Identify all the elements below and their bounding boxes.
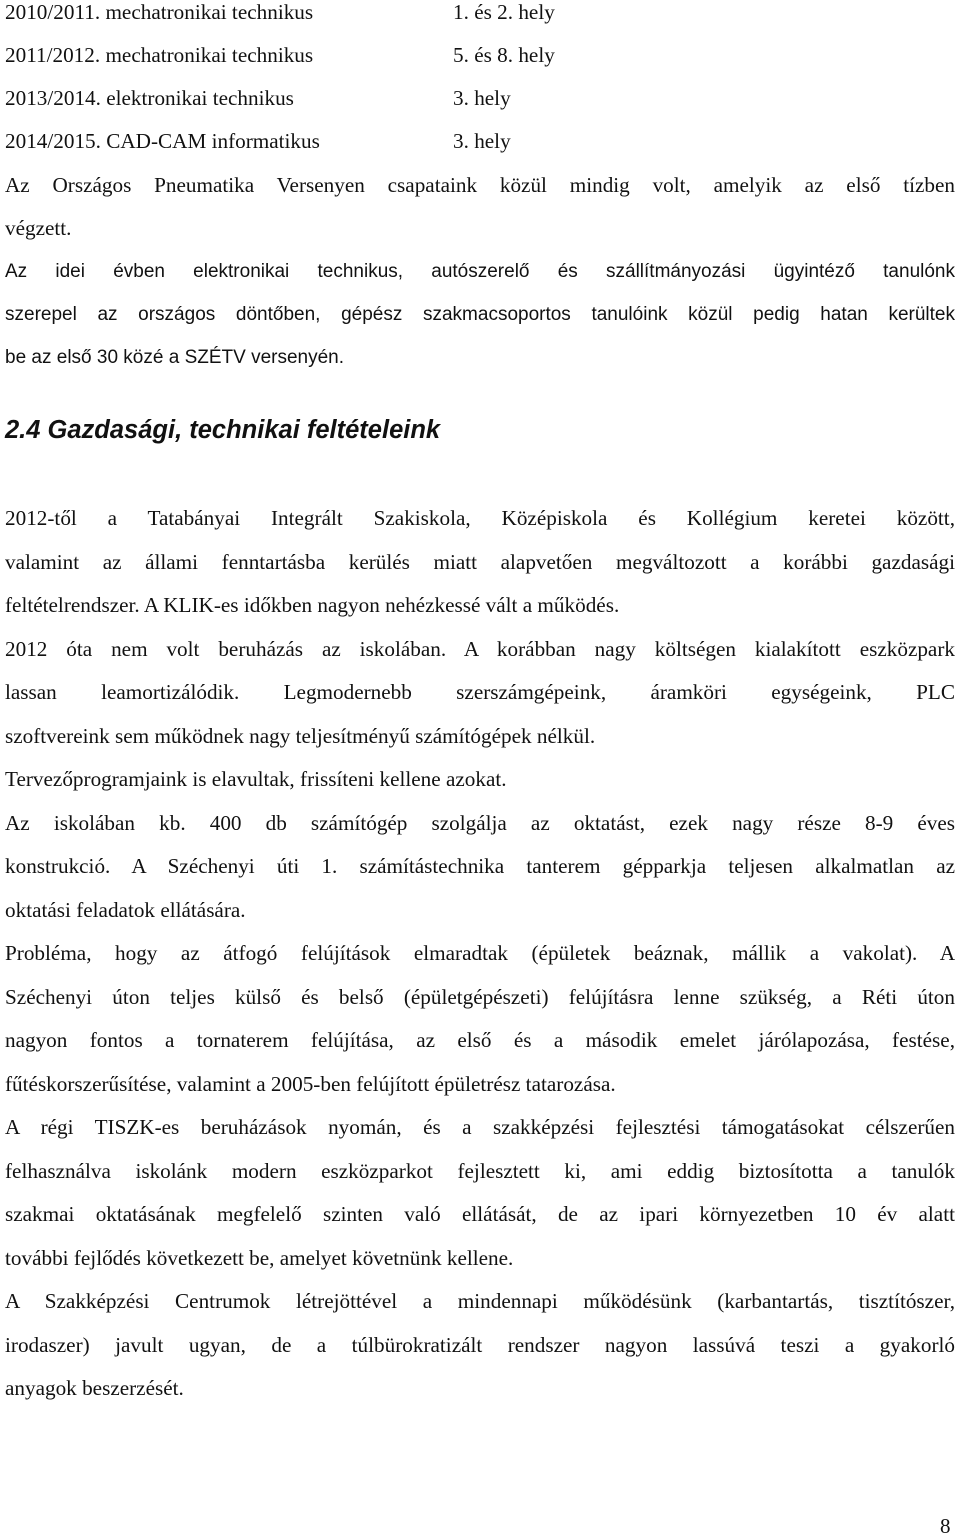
paragraph-line: A régi TISZK-es beruházások nyomán, és a szakképzési fejlesztési támogatásokat célszerűen [5,1115,955,1139]
paragraph-line: 2012-től a Tatabányai Integrált Szakiskola, Középiskola és Kollégium keretei között, [5,506,955,530]
paragraph-line: Széchenyi úton teljes külső és belső (épületgépészeti) felújításra lenne szükség, a Réti úton [5,985,955,1009]
paragraph-line: be az első 30 közé a SZÉTV versenyén. [5,347,345,368]
award-field: mechatronikai technikus [105,0,314,24]
paragraph-line: végzett. [5,216,72,240]
paragraph-line: konstrukció. A Széchenyi úti 1. számítástechnika tanterem gépparkja teljesen alkalmatlan az [5,854,955,878]
paragraph-line: felhasználva iskolánk modern eszközparkot fejlesztett ki, ami eddig biztosította a tanulók [5,1159,955,1183]
award-field: mechatronikai technikus [105,43,314,67]
paragraph-line: valamint az állami fenntartásba kerülés miatt alapvetően megváltozott a korábbi gazdasági [5,550,955,574]
paragraph-line: Az idei évben elektronikai technikus, autószerelő és szállítmányozási ügyintéző tanulónk [5,261,955,282]
award-year: 2013/2014. [5,86,101,110]
paragraph-line: további fejlődés következett be, amelyet követnünk kellene. [5,1246,514,1270]
paragraph-line: feltételrendszer. A KLIK-es időkben nagyon nehézkessé vált a működés. [5,593,620,617]
paragraph-line: lassan leamortizálódik. Legmodernebb szerszámgépeink, áramköri egységeink, PLC [5,680,955,704]
paragraph-line: fűtéskorszerűsítése, valamint a 2005-ben felújított épületrész tatarozása. [5,1072,616,1096]
award-row [5,42,955,68]
award-rank: 5. és 8. hely [453,43,555,67]
paragraph-line: anyagok beszerzését. [5,1376,184,1400]
award-year: 2011/2012. [5,43,101,67]
award-row [5,128,955,154]
award-field: CAD-CAM informatikus [106,129,320,153]
award-row [5,85,955,111]
award-rank: 1. és 2. hely [453,0,555,24]
paragraph-line: irodaszer) javult ugyan, de a túlbürokratizált rendszer nagyon lassúvá teszi a gyakorló [5,1333,955,1357]
paragraph-line: nagyon fontos a tornaterem felújítása, az első és a második emelet járólapozása, festése, [5,1028,955,1052]
award-rank: 3. hely [453,86,511,110]
paragraph-line: szakmai oktatásának megfelelő szinten való ellátását, de az ipari környezetben 10 év alatt [5,1202,955,1226]
paragraph-line: Tervezőprogramjaink is elavultak, frissíteni kellene azokat. [5,767,507,791]
page-number: 8 [940,1514,951,1538]
paragraph-line: 2012 óta nem volt beruházás az iskolában. A korábban nagy költségen kialakított eszközpark [5,637,955,661]
paragraph-line: szerepel az országos döntőben, gépész szakmacsoportos tanulóink közül pedig hatan kerültek [5,304,955,325]
award-year: 2010/2011. [5,0,101,24]
paragraph-line: oktatási feladatok ellátására. [5,898,246,922]
paragraph-line: szoftvereink sem működnek nagy teljesítményű számítógépek nélkül. [5,724,596,748]
paragraph-line: Az iskolában kb. 400 db számítógép szolgálja az oktatást, ezek nagy része 8-9 éves [5,811,955,835]
award-row [5,0,955,25]
paragraph-line: Az Országos Pneumatika Versenyen csapataink közül mindig volt, amelyik az első tízben [5,173,955,197]
section-heading: 2.4 Gazdasági, technikai feltételeink [5,416,441,444]
award-year: 2014/2015. [5,129,101,153]
award-rank: 3. hely [453,129,511,153]
paragraph-line: Probléma, hogy az átfogó felújítások elmaradtak (épületek beáznak, mállik a vakolat). A [5,941,955,965]
award-field: elektronikai technikus [106,86,294,110]
paragraph-line: A Szakképzési Centrumok létrejöttével a mindennapi működésünk (karbantartás, tisztítószer, [5,1289,955,1313]
